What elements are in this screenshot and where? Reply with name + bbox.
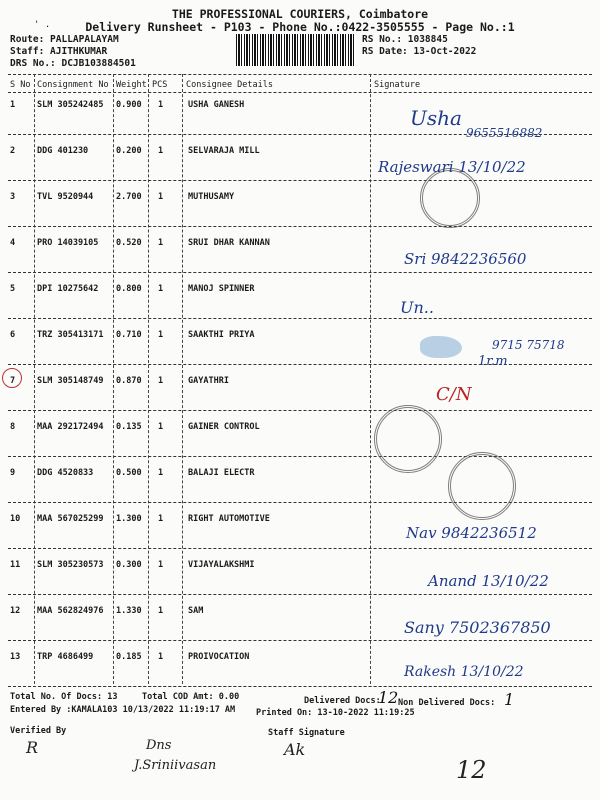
row-weight: 0.710 — [116, 330, 142, 340]
row-consignment-no: TRP 4686499 — [37, 652, 94, 662]
table-bottom-line — [8, 686, 592, 687]
delivered-count: 12 — [378, 688, 399, 707]
row-separator — [8, 548, 592, 549]
ink-smudge — [420, 336, 462, 358]
row-weight: 0.200 — [116, 146, 142, 156]
table-top-line — [8, 74, 592, 75]
row-sno: 1 — [10, 100, 16, 110]
row-pcs: 1 — [158, 284, 164, 294]
col-consignee: Consignee Details — [186, 80, 273, 90]
row-weight: 0.520 — [116, 238, 142, 248]
company-name: THE PROFESSIONAL COURIERS, Coimbatore — [171, 7, 429, 21]
col-weight: Weight — [116, 80, 147, 90]
company-stamp — [374, 405, 442, 473]
row-consignee: SELVARAJA MILL — [188, 146, 260, 156]
row-separator — [8, 410, 592, 411]
circle-mark-row-7 — [2, 368, 22, 388]
row-pcs: 1 — [158, 330, 164, 340]
signature-row-7: C/N — [436, 384, 472, 405]
row-consignment-no: DDG 401230 — [37, 146, 89, 156]
row-pcs: 1 — [158, 652, 164, 662]
row-sno: 12 — [10, 606, 21, 616]
row-consignee: USHA GANESH — [188, 100, 245, 110]
row-consignee: MANOJ SPINNER — [188, 284, 255, 294]
signature-row-10: Nav 9842236512 — [406, 524, 537, 542]
row-pcs: 1 — [158, 514, 164, 524]
row-sno: 5 — [10, 284, 16, 294]
row-weight: 0.185 — [116, 652, 142, 662]
row-pcs: 1 — [158, 100, 164, 110]
delivered-label: Delivered Docs: — [304, 696, 381, 706]
signature-row-6: 9715 75718 — [492, 338, 565, 352]
row-sno: 8 — [10, 422, 16, 432]
row-consignee: GAYATHRI — [188, 376, 229, 386]
row-separator — [8, 272, 592, 273]
row-consignment-no: MAA 562824976 — [37, 606, 104, 616]
rs-number: RS No.: 1038845 — [362, 34, 448, 45]
row-consignee: SRUI DHAR KANNAN — [188, 238, 270, 248]
barcode — [236, 34, 356, 66]
row-consignment-no: DDG 4520833 — [37, 468, 94, 478]
row-separator — [8, 180, 592, 181]
signature-row-11: Anand 13/10/22 — [428, 572, 549, 590]
row-consignment-no: MAA 292172494 — [37, 422, 104, 432]
verified-by: Verified By — [10, 726, 67, 736]
row-sno: 7 — [10, 376, 16, 386]
entered-by: Entered By :KAMALA103 10/13/2022 11:19:17 AM — [10, 705, 236, 715]
row-consignment-no: TVL 9520944 — [37, 192, 94, 202]
col-consignment: Consignment No — [37, 80, 109, 90]
table-row — [0, 192, 600, 238]
route: Route: PALLAPALAYAM — [10, 34, 119, 45]
signature-row-12: Sany 7502367850 — [404, 618, 551, 637]
row-weight: 0.135 — [116, 422, 142, 432]
drs-number: DRS No.: DCJB103884501 — [10, 58, 136, 69]
row-consignment-no: SLM 305230573 — [37, 560, 104, 570]
row-consignment-no: SLM 305148749 — [37, 376, 104, 386]
row-consignment-no: SLM 305242485 — [37, 100, 104, 110]
row-sno: 13 — [10, 652, 21, 662]
row-consignment-no: MAA 567025299 — [37, 514, 104, 524]
runsheet-title: Delivery Runsheet - P103 - Phone No.:0422-3505555 - Page No.:1 — [85, 20, 515, 34]
signature-row-1-phone: 9655516882 — [466, 126, 543, 140]
row-pcs: 1 — [158, 238, 164, 248]
col-sno: S No — [10, 80, 31, 90]
table-row — [0, 376, 600, 422]
staff-signature-label: Staff Signature — [268, 728, 345, 738]
table-row — [0, 330, 600, 376]
row-pcs: 1 — [158, 376, 164, 386]
row-sno: 4 — [10, 238, 16, 248]
row-sno: 10 — [10, 514, 21, 524]
col-pcs: PCS — [152, 80, 168, 90]
row-weight: 0.300 — [116, 560, 142, 570]
row-sno: 9 — [10, 468, 16, 478]
row-weight: 0.800 — [116, 284, 142, 294]
row-separator — [8, 318, 592, 319]
table-row — [0, 284, 600, 330]
total-docs: Total No. Of Docs: 13 — [10, 692, 118, 702]
row-consignee: SAM — [188, 606, 204, 616]
row-pcs: 1 — [158, 560, 164, 570]
signature-row-2: Rajeswari 13/10/22 — [378, 158, 526, 176]
row-consignee: SAAKTHI PRIYA — [188, 330, 255, 340]
total-cod: Total COD Amt: 0.00 — [142, 692, 240, 702]
signature-row-6b: 1r.m — [478, 354, 508, 369]
row-consignee: VIJAYALAKSHMI — [188, 560, 255, 570]
signature-row-5: Un.. — [400, 298, 434, 317]
row-weight: 0.870 — [116, 376, 142, 386]
row-weight: 0.900 — [116, 100, 142, 110]
company-stamp — [448, 452, 516, 520]
page-total-note: 12 — [456, 756, 487, 784]
row-weight: 2.700 — [116, 192, 142, 202]
mark-top-left: ' . — [34, 20, 51, 30]
row-sno: 3 — [10, 192, 16, 202]
row-consignment-no: DPI 10275642 — [37, 284, 99, 294]
row-pcs: 1 — [158, 468, 164, 478]
row-consignee: GAINER CONTROL — [188, 422, 260, 432]
printed-on: Printed On: 13-10-2022 11:19:25 — [256, 708, 415, 718]
verifier-initial: R — [26, 738, 39, 757]
staff-signature: Ak — [284, 740, 306, 759]
row-sno: 2 — [10, 146, 16, 156]
verifier-name: J.Sriniivasan — [134, 758, 217, 773]
non-delivered-label: Non Delivered Docs: — [398, 698, 496, 708]
row-weight: 0.500 — [116, 468, 142, 478]
company-stamp — [420, 168, 480, 228]
table-header-line — [8, 92, 592, 93]
row-consignment-no: TRZ 305413171 — [37, 330, 104, 340]
row-separator — [8, 594, 592, 595]
row-consignee: MUTHUSAMY — [188, 192, 235, 202]
row-consignee: PROIVOCATION — [188, 652, 250, 662]
row-consignment-no: PRO 14039105 — [37, 238, 99, 248]
signature-row-4: Sri 9842236560 — [404, 250, 527, 268]
row-pcs: 1 — [158, 606, 164, 616]
row-separator — [8, 640, 592, 641]
row-pcs: 1 — [158, 192, 164, 202]
col-signature: Signature — [374, 80, 421, 90]
row-consignee: BALAJI ELECTR — [188, 468, 255, 478]
table-row — [0, 422, 600, 468]
staff: Staff: AJITHKUMAR — [10, 46, 108, 57]
row-sno: 6 — [10, 330, 16, 340]
row-separator — [8, 456, 592, 457]
signature-row-13: Rakesh 13/10/22 — [404, 664, 524, 680]
row-consignee: RIGHT AUTOMOTIVE — [188, 514, 270, 524]
row-weight: 1.330 — [116, 606, 142, 616]
signature-row-1: Usha — [410, 106, 462, 130]
row-separator — [8, 226, 592, 227]
verifier-signature: Dns — [146, 738, 172, 753]
non-delivered-count: 1 — [504, 690, 515, 709]
row-pcs: 1 — [158, 422, 164, 432]
row-weight: 1.300 — [116, 514, 142, 524]
row-pcs: 1 — [158, 146, 164, 156]
rs-date: RS Date: 13-Oct-2022 — [362, 46, 477, 57]
row-sno: 11 — [10, 560, 21, 570]
